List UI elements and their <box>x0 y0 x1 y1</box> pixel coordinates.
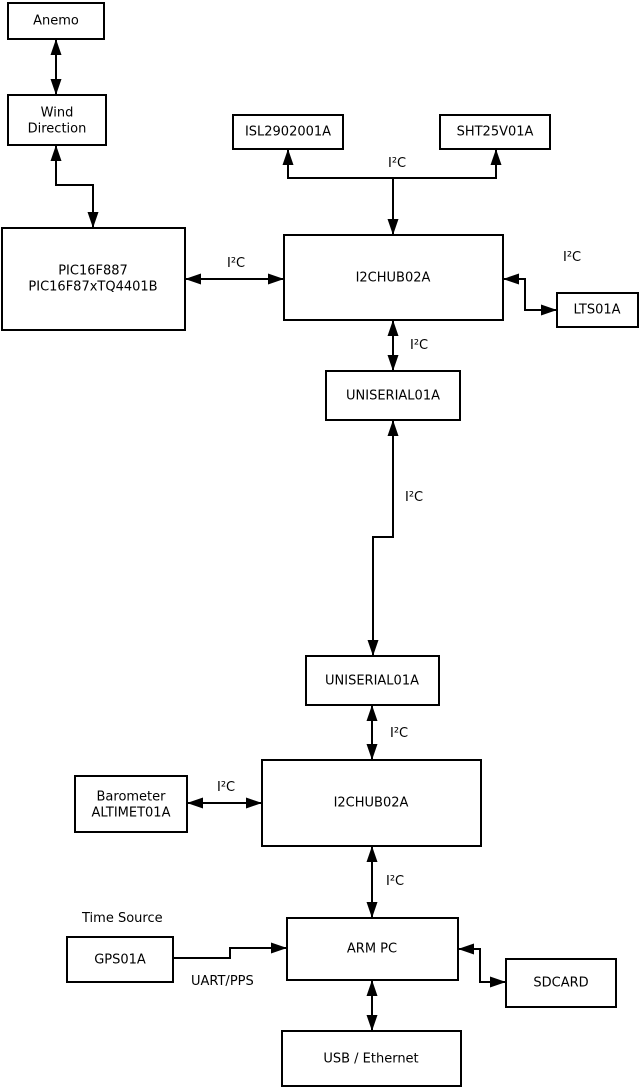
pic-label-line2: PIC16F87xTQ4401B <box>28 279 158 295</box>
i2c-hub-top-label: I2CHUB02A <box>355 270 431 286</box>
label-i2c-hub-lts: I²C <box>563 250 582 265</box>
barometer-label-line2: ALTIMET01A <box>91 805 171 821</box>
node-gps <box>67 937 173 982</box>
edge-armpc-sdcard <box>458 949 506 982</box>
node-arm-pc <box>287 918 458 980</box>
node-i2c-hub-top <box>284 235 503 320</box>
label-i2c-sensors: I²C <box>388 156 407 171</box>
label-i2c-uniserial-link: I²C <box>405 490 424 505</box>
node-uniserial-bottom <box>306 656 439 705</box>
label-i2c-uniserial-hub2: I²C <box>390 726 409 741</box>
label-uart-pps: UART/PPS <box>191 974 254 989</box>
node-pic <box>2 228 185 330</box>
node-wind-direction <box>8 95 106 145</box>
node-i2c-hub-bottom <box>262 760 481 846</box>
uniserial-bottom-label: UNISERIAL01A <box>325 673 419 689</box>
edge-uniserial1-uniserial2 <box>373 420 393 656</box>
edge-gps-armpc <box>173 948 287 958</box>
anemo-label: Anemo <box>33 13 79 29</box>
label-i2c-barometer-hub2: I²C <box>217 780 236 795</box>
gps-label: GPS01A <box>94 952 146 968</box>
edge-wind-pic <box>56 145 93 228</box>
arm-pc-label: ARM PC <box>346 941 398 957</box>
uniserial-top-label: UNISERIAL01A <box>346 388 440 404</box>
node-isl <box>233 115 343 149</box>
lts-label: LTS01A <box>573 302 621 318</box>
label-i2c-pic-hub: I²C <box>227 256 246 271</box>
usb-ethernet-label: USB / Ethernet <box>323 1051 419 1067</box>
edges <box>56 39 557 1031</box>
node-barometer <box>75 776 187 832</box>
sht-label: SHT25V01A <box>456 124 534 140</box>
node-sdcard <box>506 959 616 1007</box>
i2c-hub-bottom-label: I2CHUB02A <box>333 795 409 811</box>
label-i2c-hub2-armpc: I²C <box>386 874 405 889</box>
barometer-label-line1: Barometer <box>96 789 166 805</box>
sdcard-label: SDCARD <box>533 975 589 991</box>
node-usb-ethernet <box>282 1031 461 1086</box>
label-time-source: Time Source <box>82 911 163 926</box>
wind-direction-label-line1: Wind <box>40 105 74 121</box>
wind-direction-label-line2: Direction <box>27 121 87 137</box>
isl-label: ISL2902001A <box>244 124 332 140</box>
node-uniserial-top <box>326 371 460 420</box>
node-lts <box>557 293 638 327</box>
label-i2c-hub-uniserial: I²C <box>410 338 429 353</box>
edge-hub1-lts <box>503 279 557 310</box>
node-anemo <box>8 3 104 39</box>
node-sht <box>440 115 550 149</box>
pic-label-line1: PIC16F887 <box>58 263 128 279</box>
